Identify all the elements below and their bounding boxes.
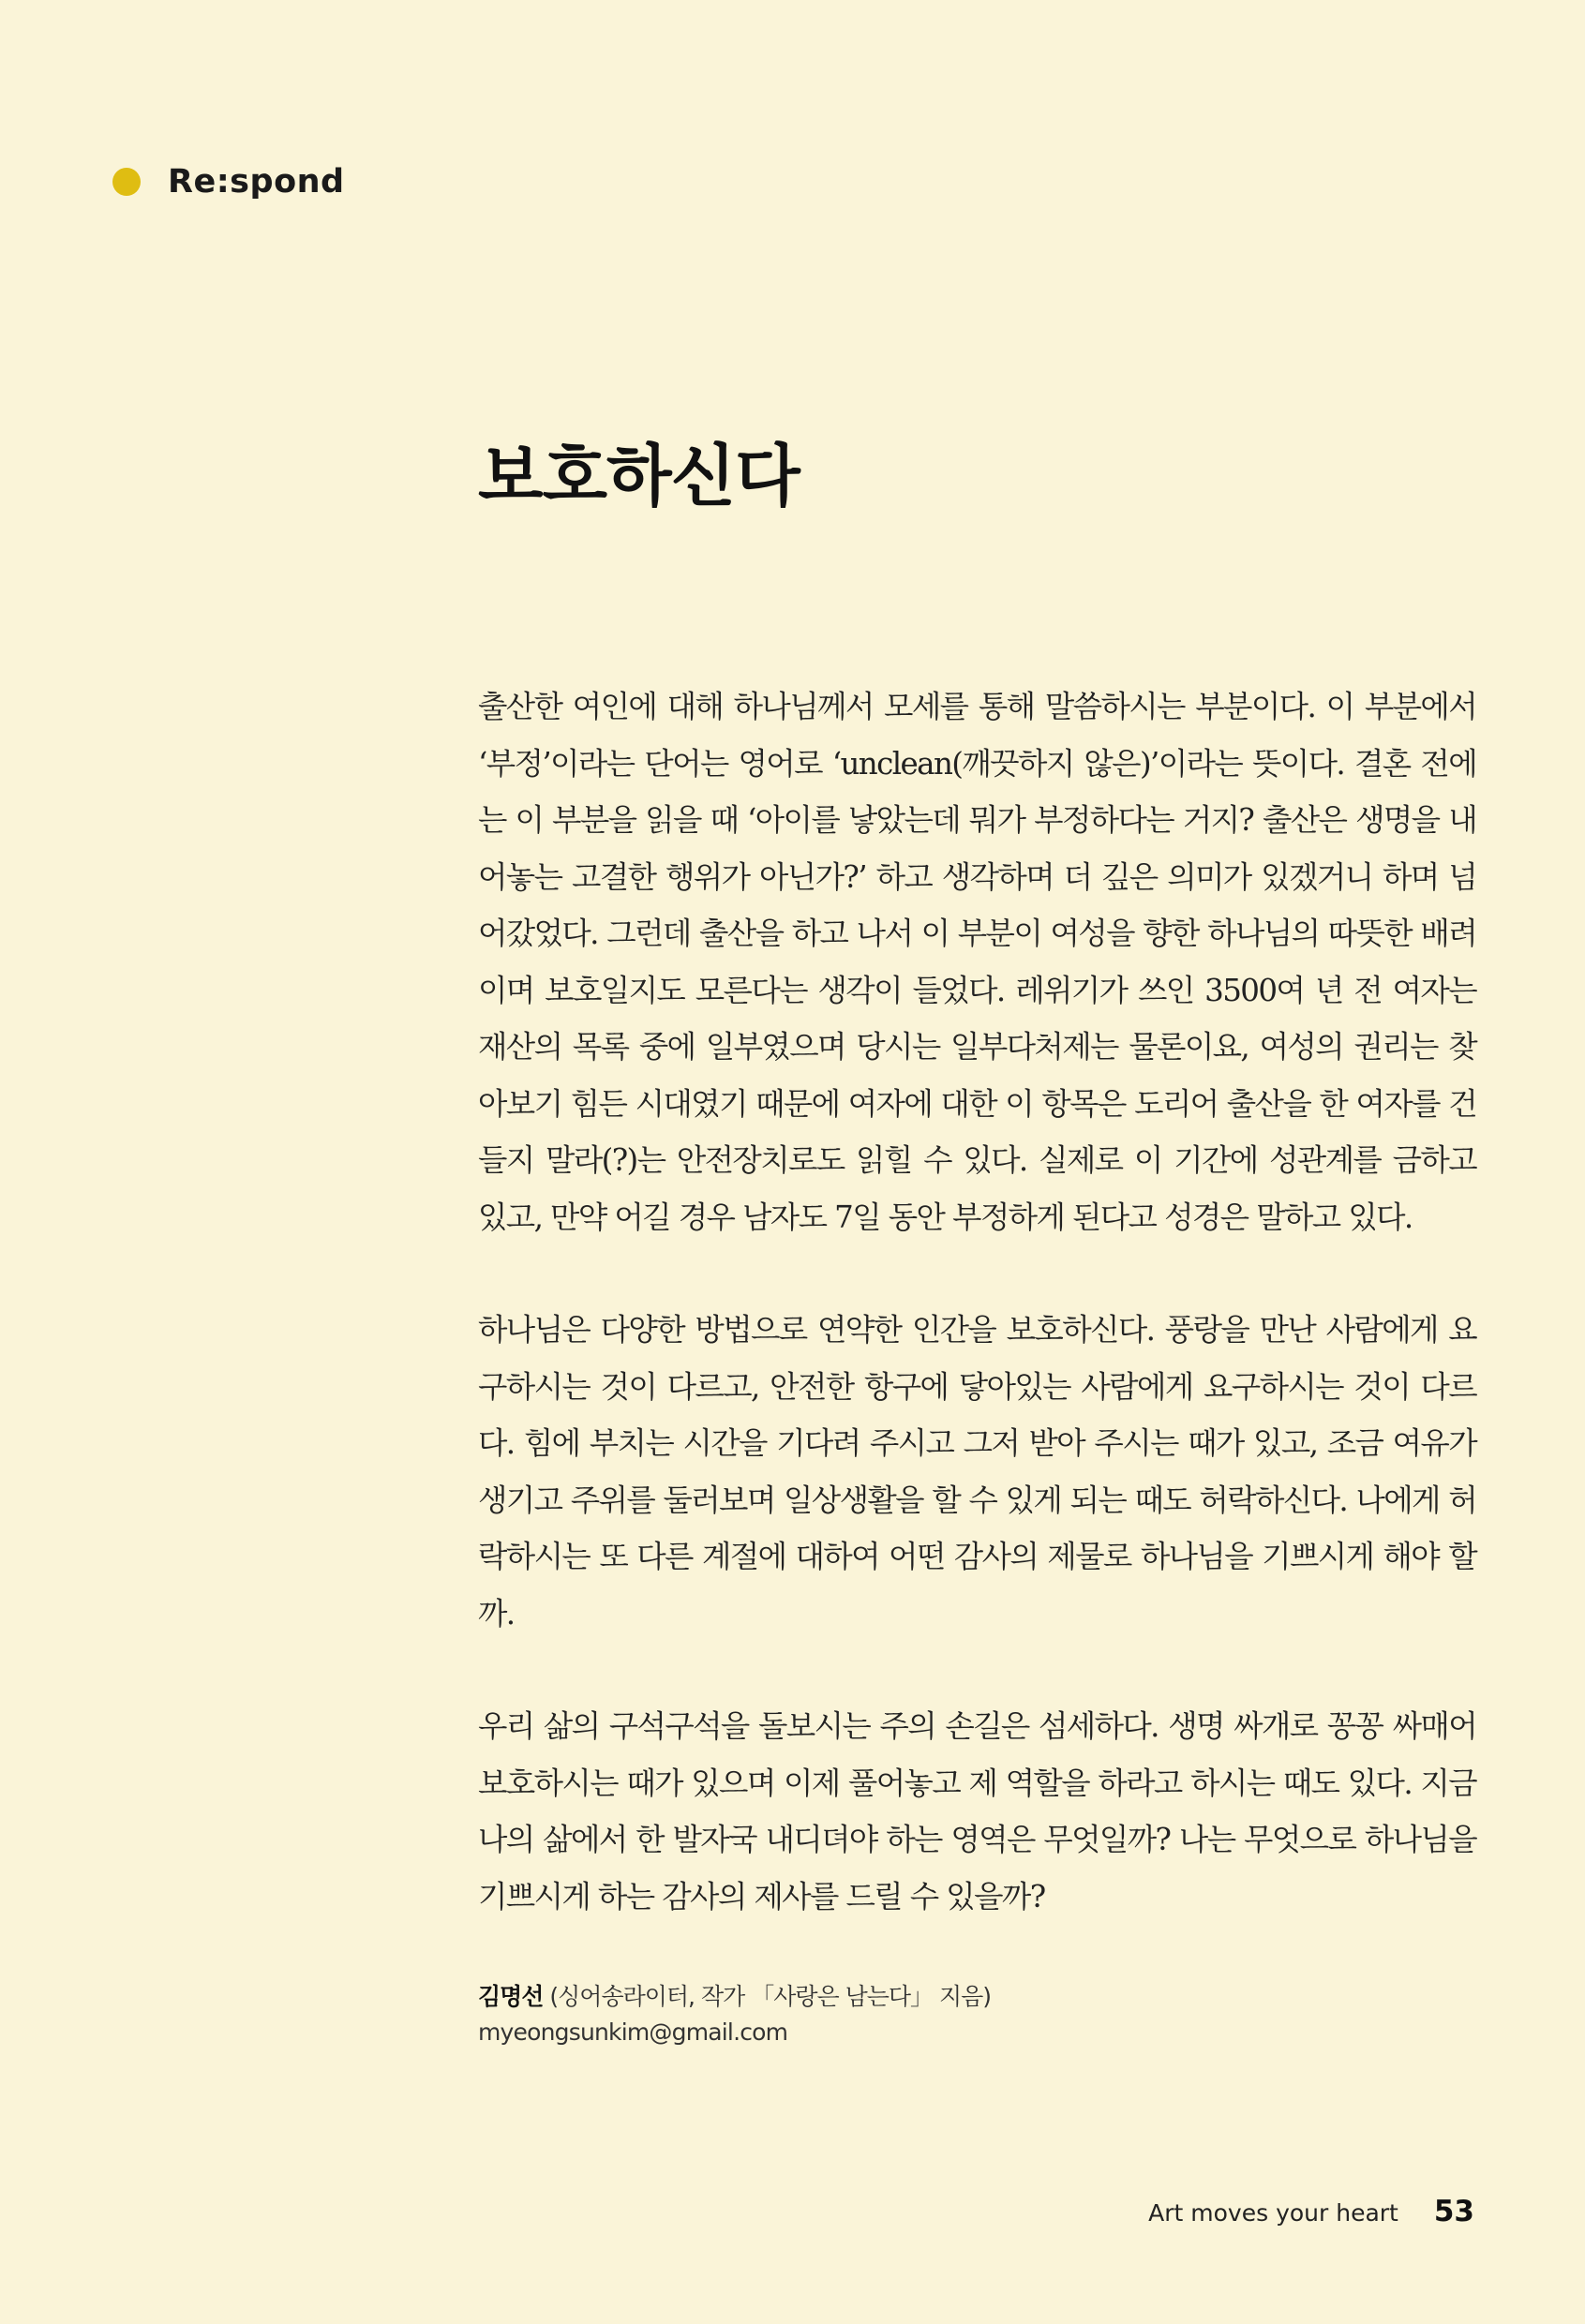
section-dot-icon xyxy=(112,168,141,196)
footer-tagline: Art moves your heart xyxy=(1148,2199,1398,2227)
paragraph-3: 우리 삶의 구석구석을 돌보시는 주의 손길은 섬세하다. 생명 싸개로 꽁꽁 싸매어 보호하시는 때가 있으며 이제 풀어놓고 제 역할을 하라고 하시는 때도 있다. 지금 나의 삶에서 한 발자국 내디뎌야 하는 영역은 무엇일까? 나는 무엇으로 하나님을 기쁘시게 하는 감사의 제사를 드릴 수 있을까? xyxy=(478,1708,1476,1914)
author-credit xyxy=(478,1979,991,2050)
section-label: Re:spond xyxy=(168,163,345,201)
author-name: 김명선 xyxy=(478,1983,544,2010)
page-number: 53 xyxy=(1433,2195,1474,2228)
author-description: (싱어송라이터, 작가 「사랑은 남는다」 지음) xyxy=(543,1983,992,2010)
page-footer xyxy=(1148,2195,1474,2228)
section-tag xyxy=(112,156,345,208)
article xyxy=(478,433,1486,1925)
author-email: myeongsunkim@gmail.com xyxy=(478,2019,788,2046)
paragraph-2: 하나님은 다양한 방법으로 연약한 인간을 보호하신다. 풍랑을 만난 사람에게 요구하시는 것이 다르고, 안전한 항구에 닿아있는 사람에게 요구하시는 것이 다르다. 힘에 부치는 시간을 기다려 주시고 그저 받아 주시는 때가 있고, 조금 여유가 생기고 주위를 둘러보며 일상생활을 할 수 있게 되는 때도 허락하신다. 나에게 허락하시는 또 다른 계절에 대하여 어떤 감사의 제물로 하나님을 기쁘시게 해야 할까. xyxy=(478,1312,1476,1631)
paragraph-1: 출산한 여인에 대해 하나님께서 모세를 통해 말씀하시는 부분이다. 이 부분에서 ‘부정’이라는 단어는 영어로 ‘unclean(깨끗하지 않은)’이라는 뜻이다. 결혼 전에는 이 부분을 읽을 때 ‘아이를 낳았는데 뭐가 부정하다는 거지? 출산은 생명을 내어놓는 고결한 행위가 아닌가?’ 하고 생각하며 더 깊은 의미가 있겠거니 하며 넘어갔었다. 그런데 출산을 하고 나서 이 부분이 여성을 향한 하나님의 따뜻한 배려이며 보호일지도 모른다는 생각이 들었다. 레위기가 쓰인 3500여 년 전 여자는 재산의 목록 중에 일부였으며 당시는 일부다처제는 물론이요, 여성의 권리는 찾아보기 힘든 시대였기 때문에 여자에 대한 이 항목은 도리어 출산을 한 여자를 건들지 말라(?)는 안전장치로도 읽힐 수 있다. 실제로 이 기간에 성관계를 금하고 있고, 만약 어길 경우 남자도 7일 동안 부정하게 된다고 성경은 말하고 있다. xyxy=(478,689,1476,1235)
article-title: 보호하신다 xyxy=(478,436,800,515)
author-line xyxy=(478,1979,991,2015)
article-body xyxy=(478,678,1476,1925)
